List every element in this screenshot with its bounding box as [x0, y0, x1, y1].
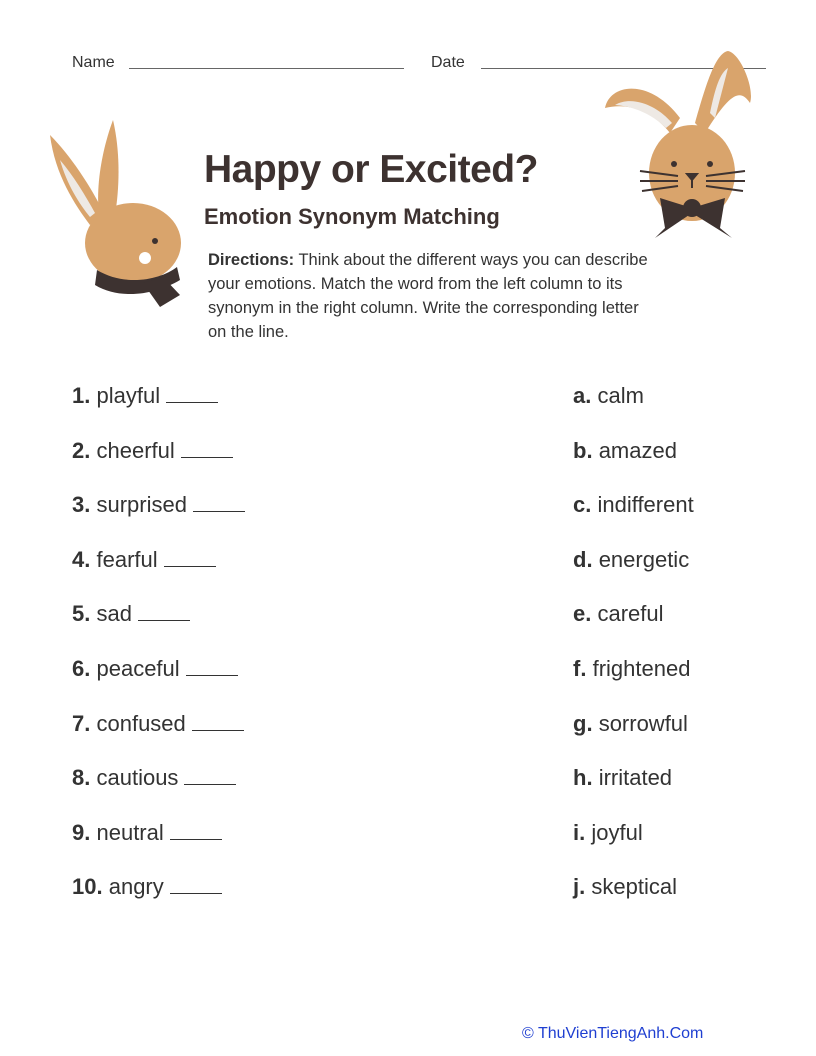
item-letter: e.	[573, 601, 592, 627]
item-letter: j.	[573, 874, 586, 900]
answer-blank[interactable]	[170, 875, 222, 894]
left-item	[72, 874, 222, 900]
item-number: 3.	[72, 492, 91, 518]
item-word: joyful	[591, 819, 643, 845]
item-letter: h.	[573, 765, 593, 791]
item-word: energetic	[598, 546, 690, 572]
item-word: fearful	[96, 546, 158, 572]
item-number: 8.	[72, 765, 91, 791]
answer-blank[interactable]	[193, 493, 245, 512]
right-item	[573, 438, 677, 464]
left-item	[72, 547, 216, 573]
left-item	[72, 765, 236, 791]
item-word: amazed	[598, 437, 677, 463]
right-item	[573, 711, 688, 737]
left-item	[72, 820, 222, 846]
directions	[208, 248, 658, 344]
answer-blank[interactable]	[166, 384, 218, 403]
item-number: 1.	[72, 383, 91, 408]
answer-blank[interactable]	[192, 712, 244, 731]
right-item	[573, 492, 694, 518]
left-item	[72, 656, 238, 682]
item-letter: d.	[573, 546, 593, 572]
right-item	[573, 383, 644, 409]
item-word: frightened	[592, 656, 691, 681]
left-item	[72, 438, 233, 464]
item-word: angry	[108, 874, 164, 900]
item-number: 7.	[72, 710, 91, 736]
item-number: 6.	[72, 656, 91, 681]
item-letter: f.	[573, 656, 587, 681]
item-word: sorrowful	[598, 710, 688, 736]
item-number: 2.	[72, 437, 91, 463]
right-item	[573, 874, 677, 900]
right-item	[573, 820, 643, 846]
footer-copyright-link[interactable]: © ThuVienTiengAnh.Com	[522, 1025, 704, 1042]
item-word: calm	[597, 383, 644, 408]
directions-text: Think about the different ways you can describe your emotions. Match the word from the left column to its synonym in the right column. Write the corresponding letter on the line.	[208, 251, 648, 341]
item-letter: c.	[573, 492, 592, 518]
item-number: 5.	[72, 601, 91, 627]
item-word: irritated	[598, 765, 673, 791]
left-item	[72, 492, 245, 518]
answer-blank[interactable]	[186, 657, 238, 676]
item-letter: g.	[573, 710, 593, 736]
item-letter: i.	[573, 819, 586, 845]
right-item	[573, 656, 690, 682]
right-item	[573, 601, 664, 627]
name-label: Name	[72, 54, 115, 71]
item-word: sad	[96, 601, 132, 627]
left-item	[72, 601, 190, 627]
date-label: Date	[431, 54, 465, 71]
item-word: surprised	[96, 492, 187, 518]
right-item	[573, 765, 672, 791]
bunny-scarf-illustration	[45, 115, 185, 310]
directions-label: Directions:	[208, 251, 295, 269]
item-word: confused	[96, 710, 186, 736]
worksheet-subtitle: Emotion Synonym Matching	[204, 204, 500, 229]
item-number: 9.	[72, 819, 91, 845]
name-field[interactable]	[129, 68, 404, 69]
item-letter: b.	[573, 437, 593, 463]
item-number: 10.	[72, 874, 103, 900]
answer-blank[interactable]	[181, 439, 233, 458]
answer-blank[interactable]	[170, 821, 222, 840]
item-word: playful	[96, 383, 161, 408]
item-word: cheerful	[96, 437, 175, 463]
answer-blank[interactable]	[138, 602, 190, 621]
item-word: careful	[597, 601, 664, 627]
left-item	[72, 711, 244, 737]
item-word: neutral	[96, 819, 164, 845]
bunny-bowtie-illustration	[600, 48, 760, 243]
left-item	[72, 383, 218, 409]
answer-blank[interactable]	[164, 548, 216, 567]
worksheet-title: Happy or Excited?	[204, 148, 538, 191]
item-word: skeptical	[591, 874, 677, 900]
right-item	[573, 547, 689, 573]
item-word: cautious	[96, 765, 179, 791]
item-letter: a.	[573, 383, 592, 408]
item-word: indifferent	[597, 492, 694, 518]
item-word: peaceful	[96, 656, 180, 681]
item-number: 4.	[72, 546, 91, 572]
answer-blank[interactable]	[184, 766, 236, 785]
